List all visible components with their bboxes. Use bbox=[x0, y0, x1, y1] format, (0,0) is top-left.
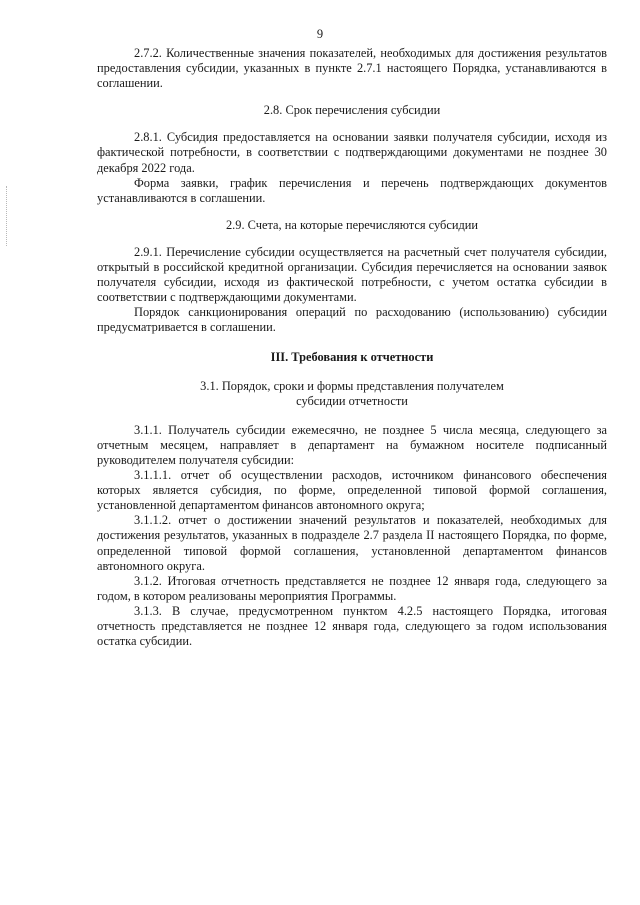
paragraph-2-8-form: Форма заявки, график перечисления и перечень подтверждающих документов устанавливаются в соглашении. bbox=[97, 175, 607, 205]
paragraph-2-9-1: 2.9.1. Перечисление субсидии осуществляется на расчетный счет получателя субсидии, открытый в российской кредитной организации. Субсидия перечисляется на основании заявок получателя субсидии, исходя из фактической потребности, с учетом остатка субсидии в соответствии с подтверждающими документами. bbox=[97, 244, 607, 305]
heading-section-3: III. Требования к отчетности bbox=[270, 349, 434, 364]
paragraph-3-1-2: 3.1.2. Итоговая отчетность представляется не позднее 12 января года, следующего за годом, в котором реализованы мероприятия Программы. bbox=[97, 573, 607, 603]
paragraph-3-1-3: 3.1.3. В случае, предусмотренном пунктом 4.2.5 настоящего Порядка, итоговая отчетность представляется не позднее 12 января года, следующего за годом использования остатка субсидии. bbox=[97, 603, 607, 649]
paragraph-3-1-1: 3.1.1. Получатель субсидии ежемесячно, не позднее 5 числа месяца, следующего за отчетным месяцем, направляет в департамент на бумажном носителе подписанный руководителем получателя субсидии: bbox=[97, 422, 607, 467]
paragraph-3-1-1-2: 3.1.1.2. отчет о достижении значений результатов и показателей, необходимых для достижения результатов, указанных в подразделе 2.7 раздела II настоящего Порядка, по форме, определенной типовой формой соглашения, установленной департаментом финансов автономного округа. bbox=[97, 513, 607, 573]
margin-scan-marks bbox=[6, 186, 9, 246]
document-body bbox=[97, 46, 607, 649]
page-number: 9 bbox=[316, 27, 324, 41]
paragraph-2-9-order: Порядок санкционирования операций по расходованию (использованию) субсидии предусматривается в соглашении. bbox=[97, 305, 607, 335]
paragraph-2-8-1: 2.8.1. Субсидия предоставляется на основании заявки получателя субсидии, исходя из фактической потребности, в соответствии с подтверждающими документами не позднее 30 декабря 2022 года. bbox=[97, 130, 607, 175]
heading-2-8: 2.8. Срок перечисления субсидии bbox=[263, 103, 441, 118]
paragraph-3-1-1-1: 3.1.1.1. отчет об осуществлении расходов, источником финансового обеспечения которых является субсидия, по форме, определенной типовой формой соглашения, установленной департаментом финансов автономного округа; bbox=[97, 468, 607, 513]
heading-3-1-line2: субсидии отчетности bbox=[296, 393, 408, 408]
heading-2-9: 2.9. Счета, на которые перечисляются субсидии bbox=[225, 217, 479, 232]
heading-3-1-line1: 3.1. Порядок, сроки и формы представления получателем bbox=[200, 378, 504, 393]
paragraph-2-7-2: 2.7.2. Количественные значения показателей, необходимых для достижения результатов предоставления субсидии, указанных в пункте 2.7.1 настоящего Порядка, устанавливаются в соглашении. bbox=[97, 46, 607, 91]
